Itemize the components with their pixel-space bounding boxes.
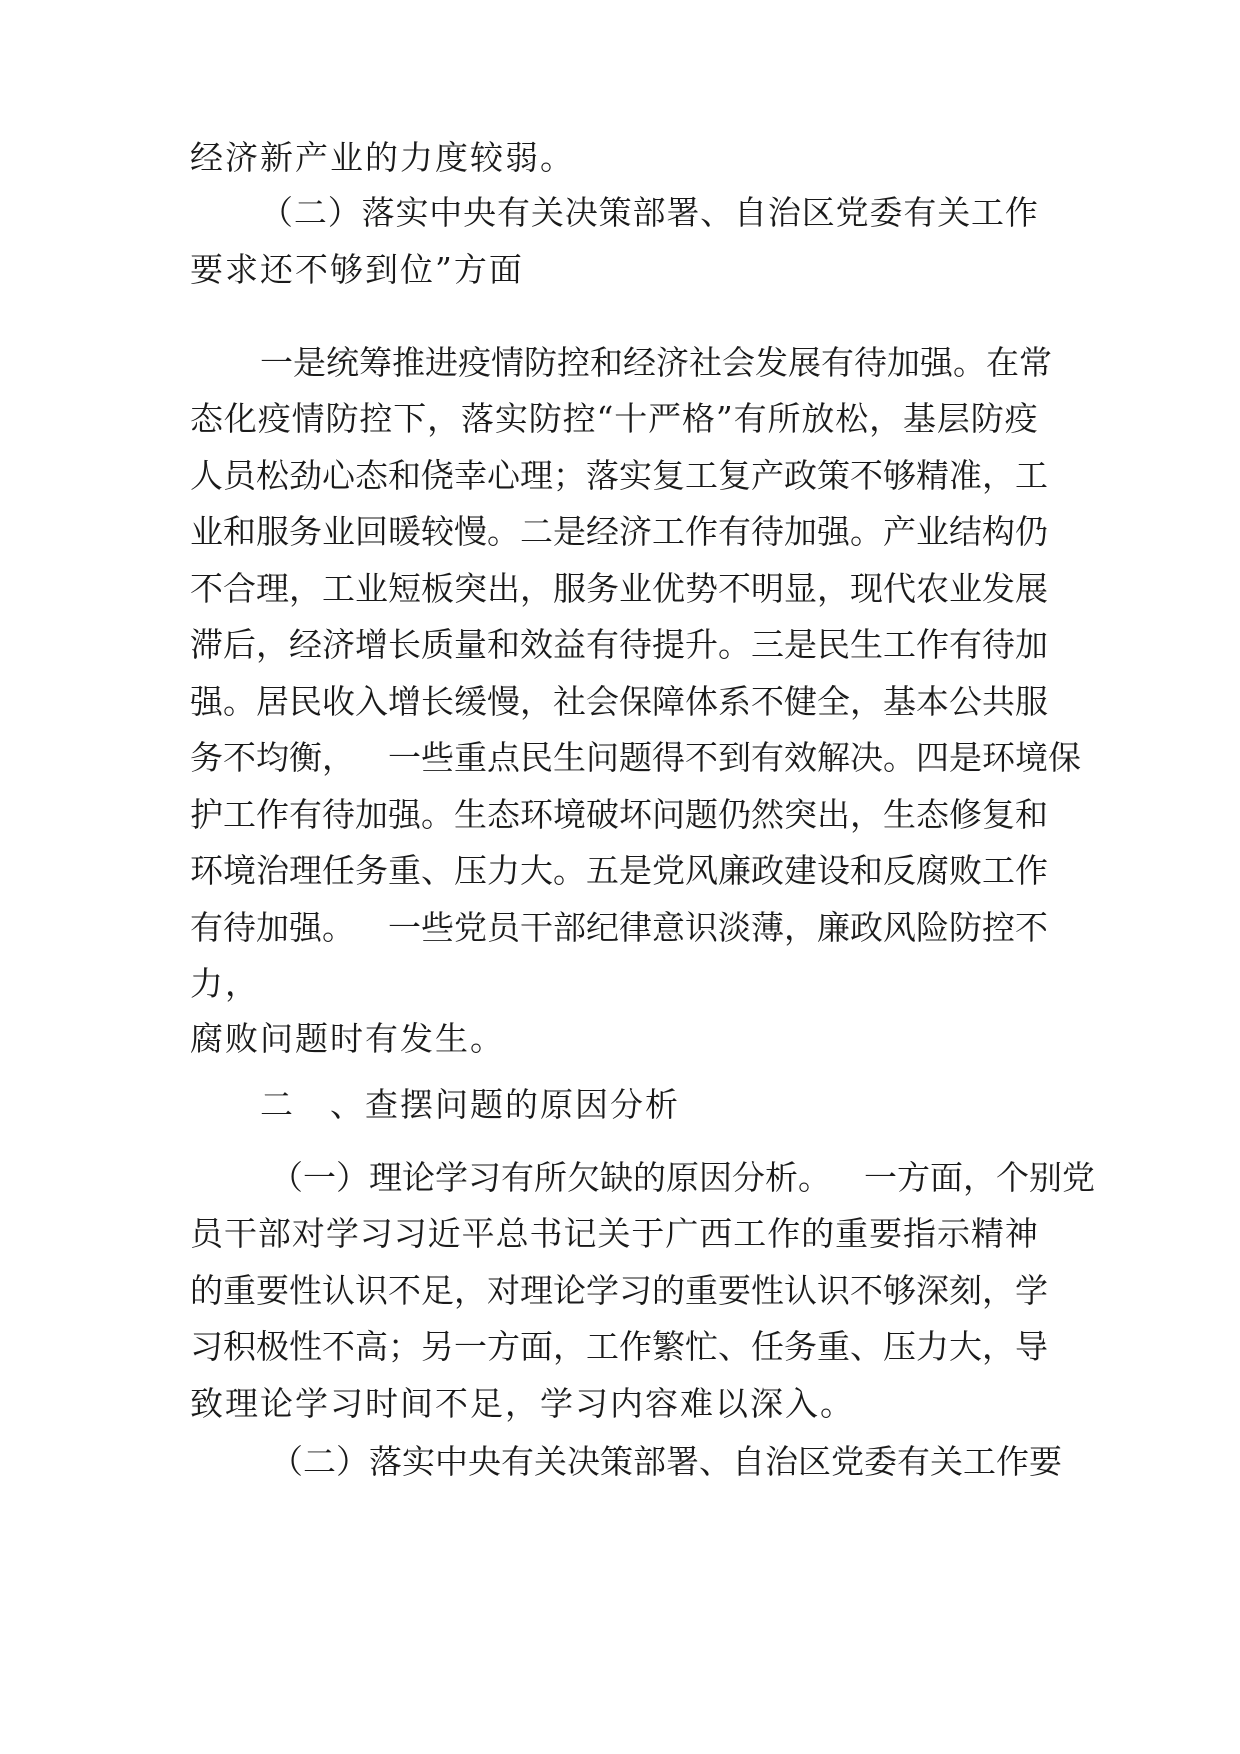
text-line: 不 合 理 ， 工 业 短 板 突 出 ， 服 务 业 优 势 不 明 显 ， 现 代 农 业 发 展: [190, 569, 1048, 608]
text-line: 员 干 部 对 学 习 习 近 平 总 书 记 关 于 广 西 工 作 的 重 要 指 示 精 神: [190, 1214, 1038, 1253]
text-line: （ 一 ） 理 论 学 习 有 所 欠 缺 的 原 因 分 析 。 一 方 面 ， 个 别 党: [270, 1158, 1095, 1197]
section-heading: （ 二 ） 落 实 中 央 有 关 决 策 部 署 、 自 治 区 党 委 有 关 工 作: [260, 193, 1038, 232]
text-line: 习 积 极 性 不 高 ； 另 一 方 面 ， 工 作 繁 忙 、 任 务 重 、 压 力 大 ， 导: [190, 1327, 1048, 1366]
text-line: 腐败问题时有发生。: [190, 1019, 505, 1058]
text-line: 环 境 治 理 任 务 重 、 压 力 大 。 五 是 党 风 廉 政 建 设 和 反 腐 败 工 作: [190, 851, 1048, 890]
text-line: 人 员 松 劲 心 态 和 侥 幸 心 理 ； 落 实 复 工 复 产 政 策 不 够 精 准 ， 工: [190, 456, 1048, 495]
text-line: 有 待 加 强 。 一 些 党 员 干 部 纪 律 意 识 淡 薄 ， 廉 政 风 险 防 控 不: [190, 908, 1048, 947]
text-line: 护 工 作 有 待 加 强 。 生 态 环 境 破 坏 问 题 仍 然 突 出 ， 生 态 修 复 和: [190, 795, 1048, 834]
text-line: 经济新产业的力度较弱。: [190, 138, 575, 177]
section-heading: 二 、查摆问题的原因分析: [260, 1085, 680, 1124]
text-line: 一 是 统 筹 推 进 疫 情 防 控 和 经 济 社 会 发 展 有 待 加 强 。 在 常: [260, 343, 1052, 382]
text-line: 务 不 均 衡 ， 一 些 重 点 民 生 问 题 得 不 到 有 效 解 决 。 四 是 环 境 保: [190, 738, 1081, 777]
text-line: 强 。 居 民 收 入 增 长 缓 慢 ， 社 会 保 障 体 系 不 健 全 ， 基 本 公 共 服: [190, 682, 1048, 721]
section-heading: 要求还不够到位”方面: [190, 250, 524, 289]
text-line: 滞 后 ， 经 济 增 长 质 量 和 效 益 有 待 提 升 。 三 是 民 生 工 作 有 待 加: [190, 625, 1048, 664]
text-line: 致理论学习时间不足，学习内容难以深入。: [190, 1384, 855, 1423]
text-line: 态 化 疫 情 防 控 下 ， 落 实 防 控 “ 十 严 格 ” 有 所 放 松 ， 基 层 防 疫: [190, 399, 1038, 438]
text-line: 的 重 要 性 认 识 不 足 ， 对 理 论 学 习 的 重 要 性 认 识 不 够 深 刻 ， 学: [190, 1271, 1048, 1310]
text-line: 业 和 服 务 业 回 暖 较 慢 。 二 是 经 济 工 作 有 待 加 强 。 产 业 结 构 仍: [190, 512, 1048, 551]
section-heading: （ 二 ） 落 实 中 央 有 关 决 策 部 署 、 自 治 区 党 委 有 关 工 作 要: [270, 1442, 1062, 1481]
text-line: 力，: [190, 964, 260, 1003]
